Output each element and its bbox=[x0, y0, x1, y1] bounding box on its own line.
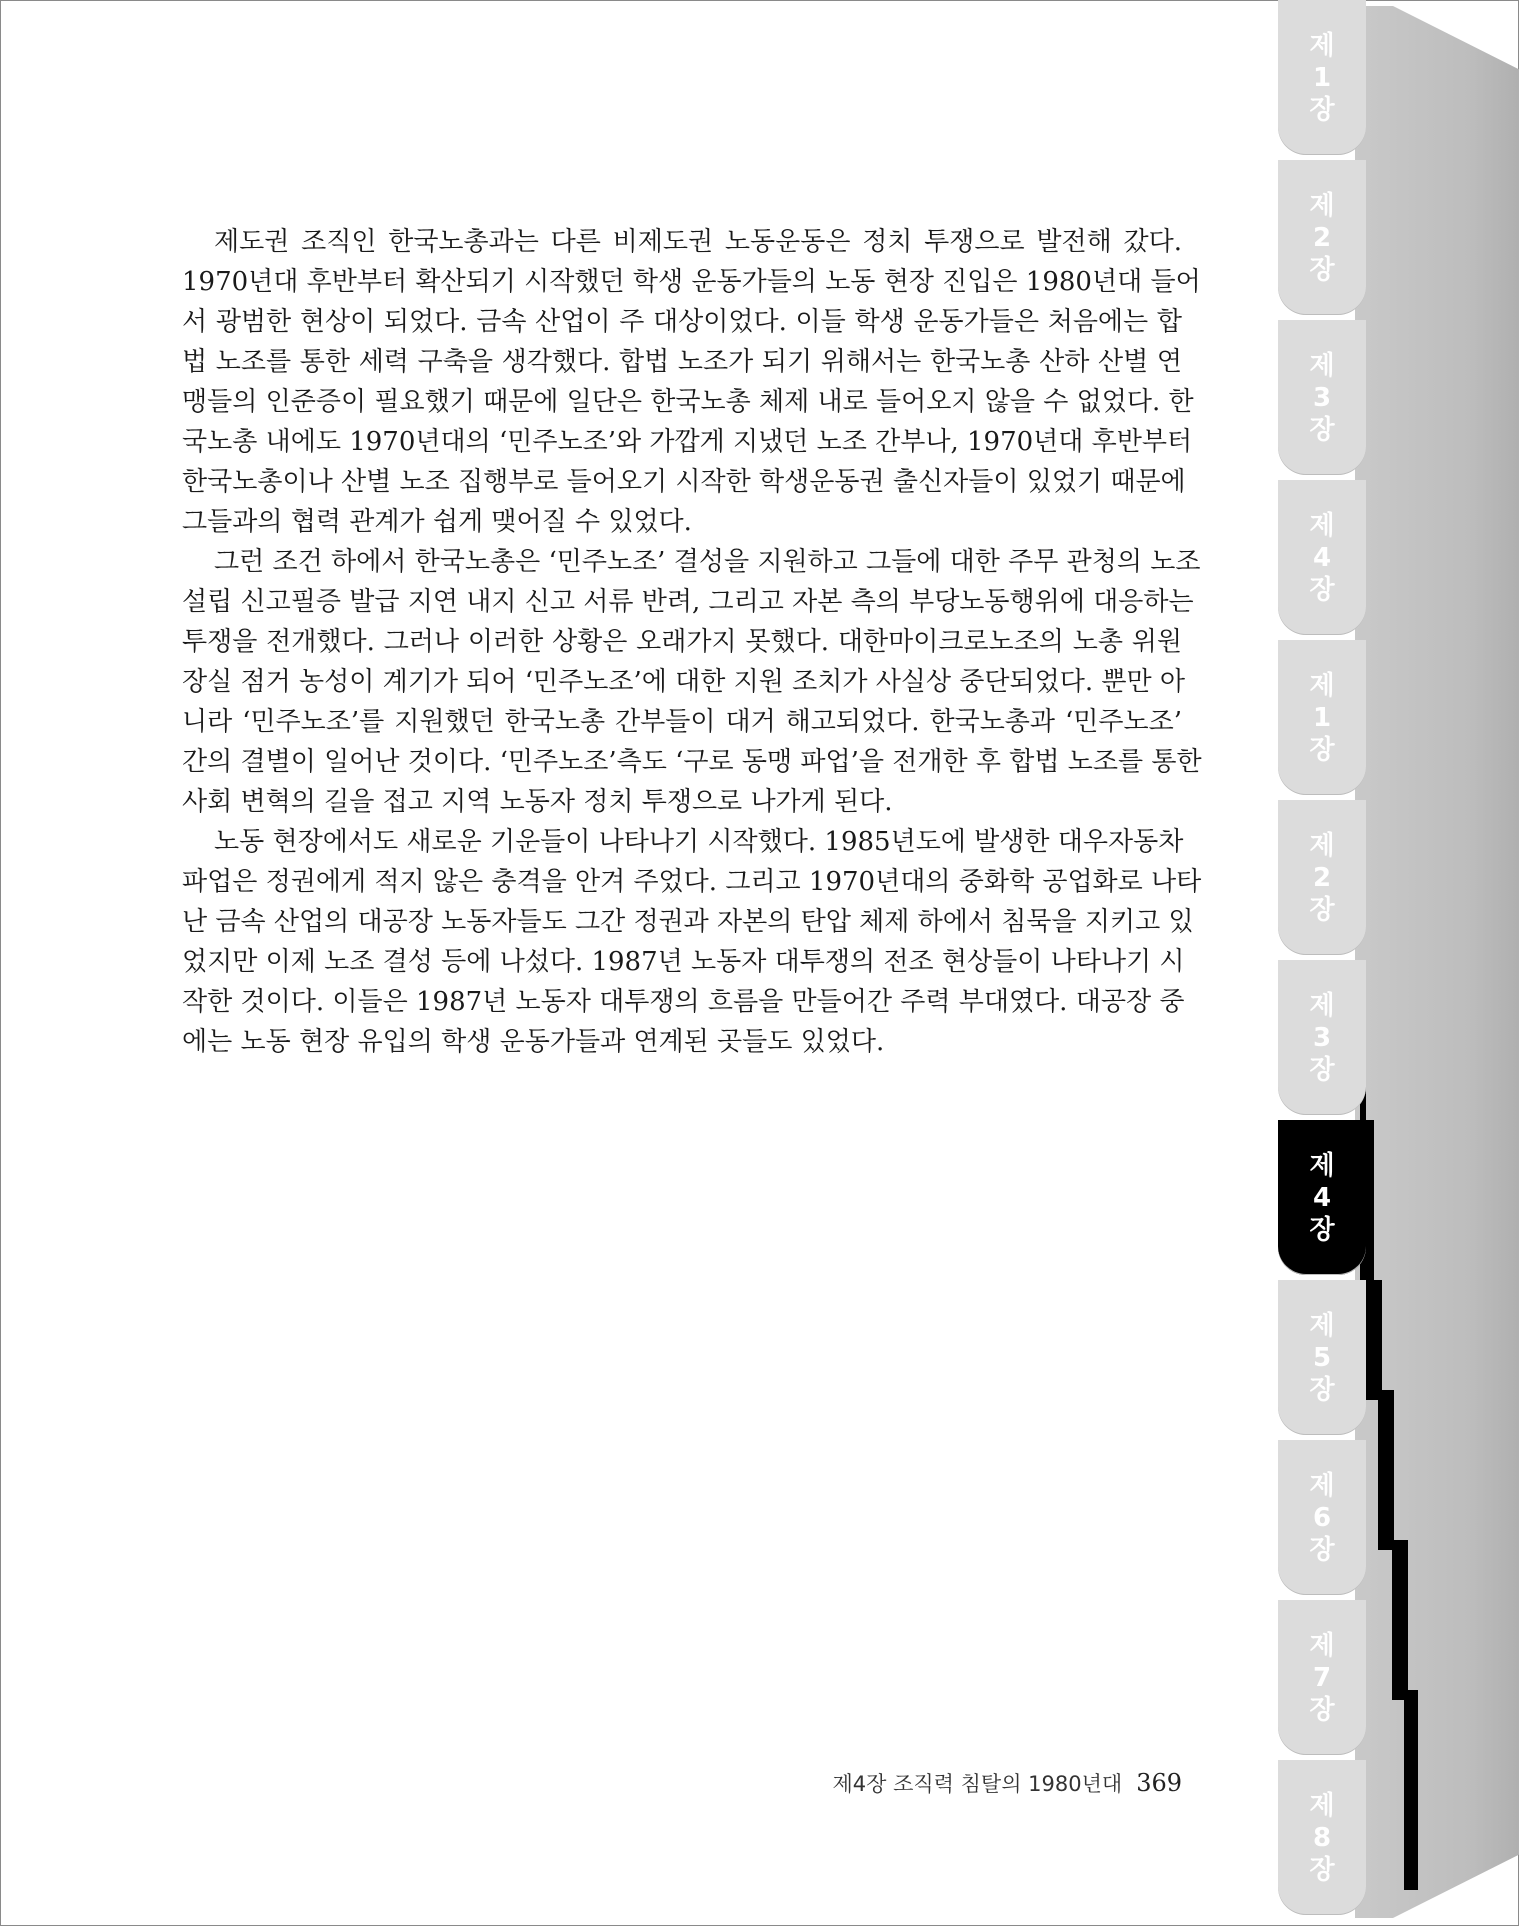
tab-number: 3 bbox=[1312, 1022, 1332, 1053]
tab-prefix: 제 bbox=[1309, 990, 1335, 1021]
chapter-tab-10[interactable] bbox=[1278, 1440, 1366, 1595]
text-line: 맹들의 인준증이 필요했기 때문에 일단은 한국노총 체제 내로 들어오지 않을 수 없었다. 한 bbox=[182, 387, 1194, 417]
tab-number: 6 bbox=[1312, 1502, 1332, 1533]
tab-number: 4 bbox=[1312, 1182, 1332, 1213]
tab-suffix: 장 bbox=[1309, 1054, 1335, 1085]
paragraph-3 bbox=[182, 822, 1202, 1062]
spine-mark bbox=[1392, 1540, 1408, 1700]
chapter-tabs bbox=[1278, 0, 1368, 1926]
text-line: 설립 신고필증 발급 지연 내지 신고 서류 반려, 그리고 자본 측의 부당노동행위에 대응하는 bbox=[182, 587, 1194, 617]
tab-prefix: 제 bbox=[1309, 510, 1335, 541]
tab-number: 7 bbox=[1312, 1662, 1332, 1693]
tab-prefix: 제 bbox=[1309, 670, 1335, 701]
chapter-tab-1[interactable] bbox=[1278, 0, 1366, 155]
tab-suffix: 장 bbox=[1309, 1214, 1335, 1245]
tab-suffix: 장 bbox=[1309, 254, 1335, 285]
tab-prefix: 제 bbox=[1309, 190, 1335, 221]
tab-prefix: 제 bbox=[1309, 1470, 1335, 1501]
text-line: 었지만 이제 노조 결성 등에 나섰다. 1987년 노동자 대투쟁의 전조 현상들이 나타나기 시 bbox=[182, 947, 1185, 977]
chapter-tab-6[interactable] bbox=[1278, 800, 1366, 955]
chapter-tab-3[interactable] bbox=[1278, 320, 1366, 475]
tab-prefix: 제 bbox=[1309, 1630, 1335, 1661]
text-line: 작한 것이다. 이들은 1987년 노동자 대투쟁의 흐름을 만들어간 주력 부대였다. 대공장 중 bbox=[182, 987, 1185, 1017]
text-line: 파업은 정권에게 적지 않은 충격을 안겨 주었다. 그리고 1970년대의 중화학 공업화로 나타 bbox=[182, 867, 1202, 897]
tab-number: 5 bbox=[1312, 1342, 1332, 1373]
chapter-tab-7[interactable] bbox=[1278, 960, 1366, 1115]
tab-prefix: 제 bbox=[1309, 30, 1335, 61]
tab-prefix: 제 bbox=[1309, 1150, 1335, 1181]
tab-suffix: 장 bbox=[1309, 1534, 1335, 1565]
paragraph-1 bbox=[182, 222, 1201, 542]
text-line: 그들과의 협력 관계가 쉽게 맺어질 수 있었다. bbox=[182, 507, 692, 537]
spine-mark bbox=[1366, 1280, 1382, 1400]
tab-suffix: 장 bbox=[1309, 734, 1335, 765]
spine-thumb-marks bbox=[1360, 960, 1420, 1920]
tab-number: 8 bbox=[1312, 1822, 1332, 1853]
text-line: 에는 노동 현장 유입의 학생 운동가들과 연계된 곳들도 있었다. bbox=[182, 1027, 885, 1057]
tab-prefix: 제 bbox=[1309, 1790, 1335, 1821]
text-line: 사회 변혁의 길을 접고 지역 노동자 정치 투쟁으로 나가게 된다. bbox=[182, 787, 893, 817]
page-number: 369 bbox=[1136, 1769, 1182, 1797]
tab-suffix: 장 bbox=[1309, 94, 1335, 125]
chapter-tab-2[interactable] bbox=[1278, 160, 1366, 315]
body-text bbox=[182, 222, 1202, 1062]
text-line: 간의 결별이 일어난 것이다. ‘민주노조’측도 ‘구로 동맹 파업’을 전개한 후 합법 노조를 통한 bbox=[182, 747, 1202, 777]
tab-suffix: 장 bbox=[1309, 894, 1335, 925]
spine-mark bbox=[1404, 1690, 1418, 1890]
tab-number: 2 bbox=[1312, 862, 1332, 893]
tab-number: 2 bbox=[1312, 222, 1332, 253]
text-line: 투쟁을 전개했다. 그러나 이러한 상황은 오래가지 못했다. 대한마이크로노조의 노총 위원 bbox=[182, 627, 1182, 657]
tab-number: 3 bbox=[1312, 382, 1332, 413]
text-line: 제도권 조직인 한국노총과는 다른 비제도권 노동운동은 정치 투쟁으로 발전해 갔다. bbox=[214, 227, 1182, 257]
text-line: 법 노조를 통한 세력 구축을 생각했다. 합법 노조가 되기 위해서는 한국노총 산하 산별 연 bbox=[182, 347, 1182, 377]
text-line: 노동 현장에서도 새로운 기운들이 나타나기 시작했다. 1985년도에 발생한 대우자동차 bbox=[214, 827, 1184, 857]
chapter-tab-8-active[interactable] bbox=[1278, 1120, 1366, 1275]
text-line: 국노총 내에도 1970년대의 ‘민주노조’와 가깝게 지냈던 노조 간부나, 1970년대 후반부터 bbox=[182, 427, 1193, 457]
text-line: 그런 조건 하에서 한국노총은 ‘민주노조’ 결성을 지원하고 그들에 대한 주무 관청의 노조 bbox=[214, 547, 1201, 577]
text-line: 1970년대 후반부터 확산되기 시작했던 학생 운동가들의 노동 현장 진입은 1980년대 들어 bbox=[182, 267, 1201, 297]
text-line: 서 광범한 현상이 되었다. 금속 산업이 주 대상이었다. 이들 학생 운동가들은 처음에는 합 bbox=[182, 307, 1182, 337]
tab-prefix: 제 bbox=[1309, 830, 1335, 861]
chapter-tab-5[interactable] bbox=[1278, 640, 1366, 795]
chapter-tab-12[interactable] bbox=[1278, 1760, 1366, 1915]
tab-suffix: 장 bbox=[1309, 574, 1335, 605]
paragraph-2 bbox=[182, 542, 1202, 822]
chapter-tab-9[interactable] bbox=[1278, 1280, 1366, 1435]
tab-suffix: 장 bbox=[1309, 1694, 1335, 1725]
tab-suffix: 장 bbox=[1309, 1374, 1335, 1405]
tab-suffix: 장 bbox=[1309, 414, 1335, 445]
text-line: 니라 ‘민주노조’를 지원했던 한국노총 간부들이 대거 해고되었다. 한국노총과 ‘민주노조’ bbox=[182, 707, 1182, 737]
tab-number: 1 bbox=[1312, 702, 1332, 733]
text-line: 난 금속 산업의 대공장 노동자들도 그간 정권과 자본의 탄압 체제 하에서 침묵을 지키고 있 bbox=[182, 907, 1194, 937]
running-title: 제4장 조직력 침탈의 1980년대 bbox=[832, 1772, 1123, 1796]
page-footer bbox=[700, 1768, 1182, 1798]
tab-number: 1 bbox=[1312, 62, 1332, 93]
tab-prefix: 제 bbox=[1309, 1310, 1335, 1341]
tab-prefix: 제 bbox=[1309, 350, 1335, 381]
tab-suffix: 장 bbox=[1309, 1854, 1335, 1885]
spine-mark bbox=[1378, 1390, 1394, 1550]
tab-number: 4 bbox=[1312, 542, 1332, 573]
text-line: 장실 점거 농성이 계기가 되어 ‘민주노조’에 대한 지원 조치가 사실상 중단되었다. 뿐만 아 bbox=[182, 667, 1186, 697]
chapter-tab-4[interactable] bbox=[1278, 480, 1366, 635]
text-line: 한국노총이나 산별 노조 집행부로 들어오기 시작한 학생운동권 출신자들이 있었기 때문에 bbox=[182, 467, 1186, 497]
chapter-tab-11[interactable] bbox=[1278, 1600, 1366, 1755]
